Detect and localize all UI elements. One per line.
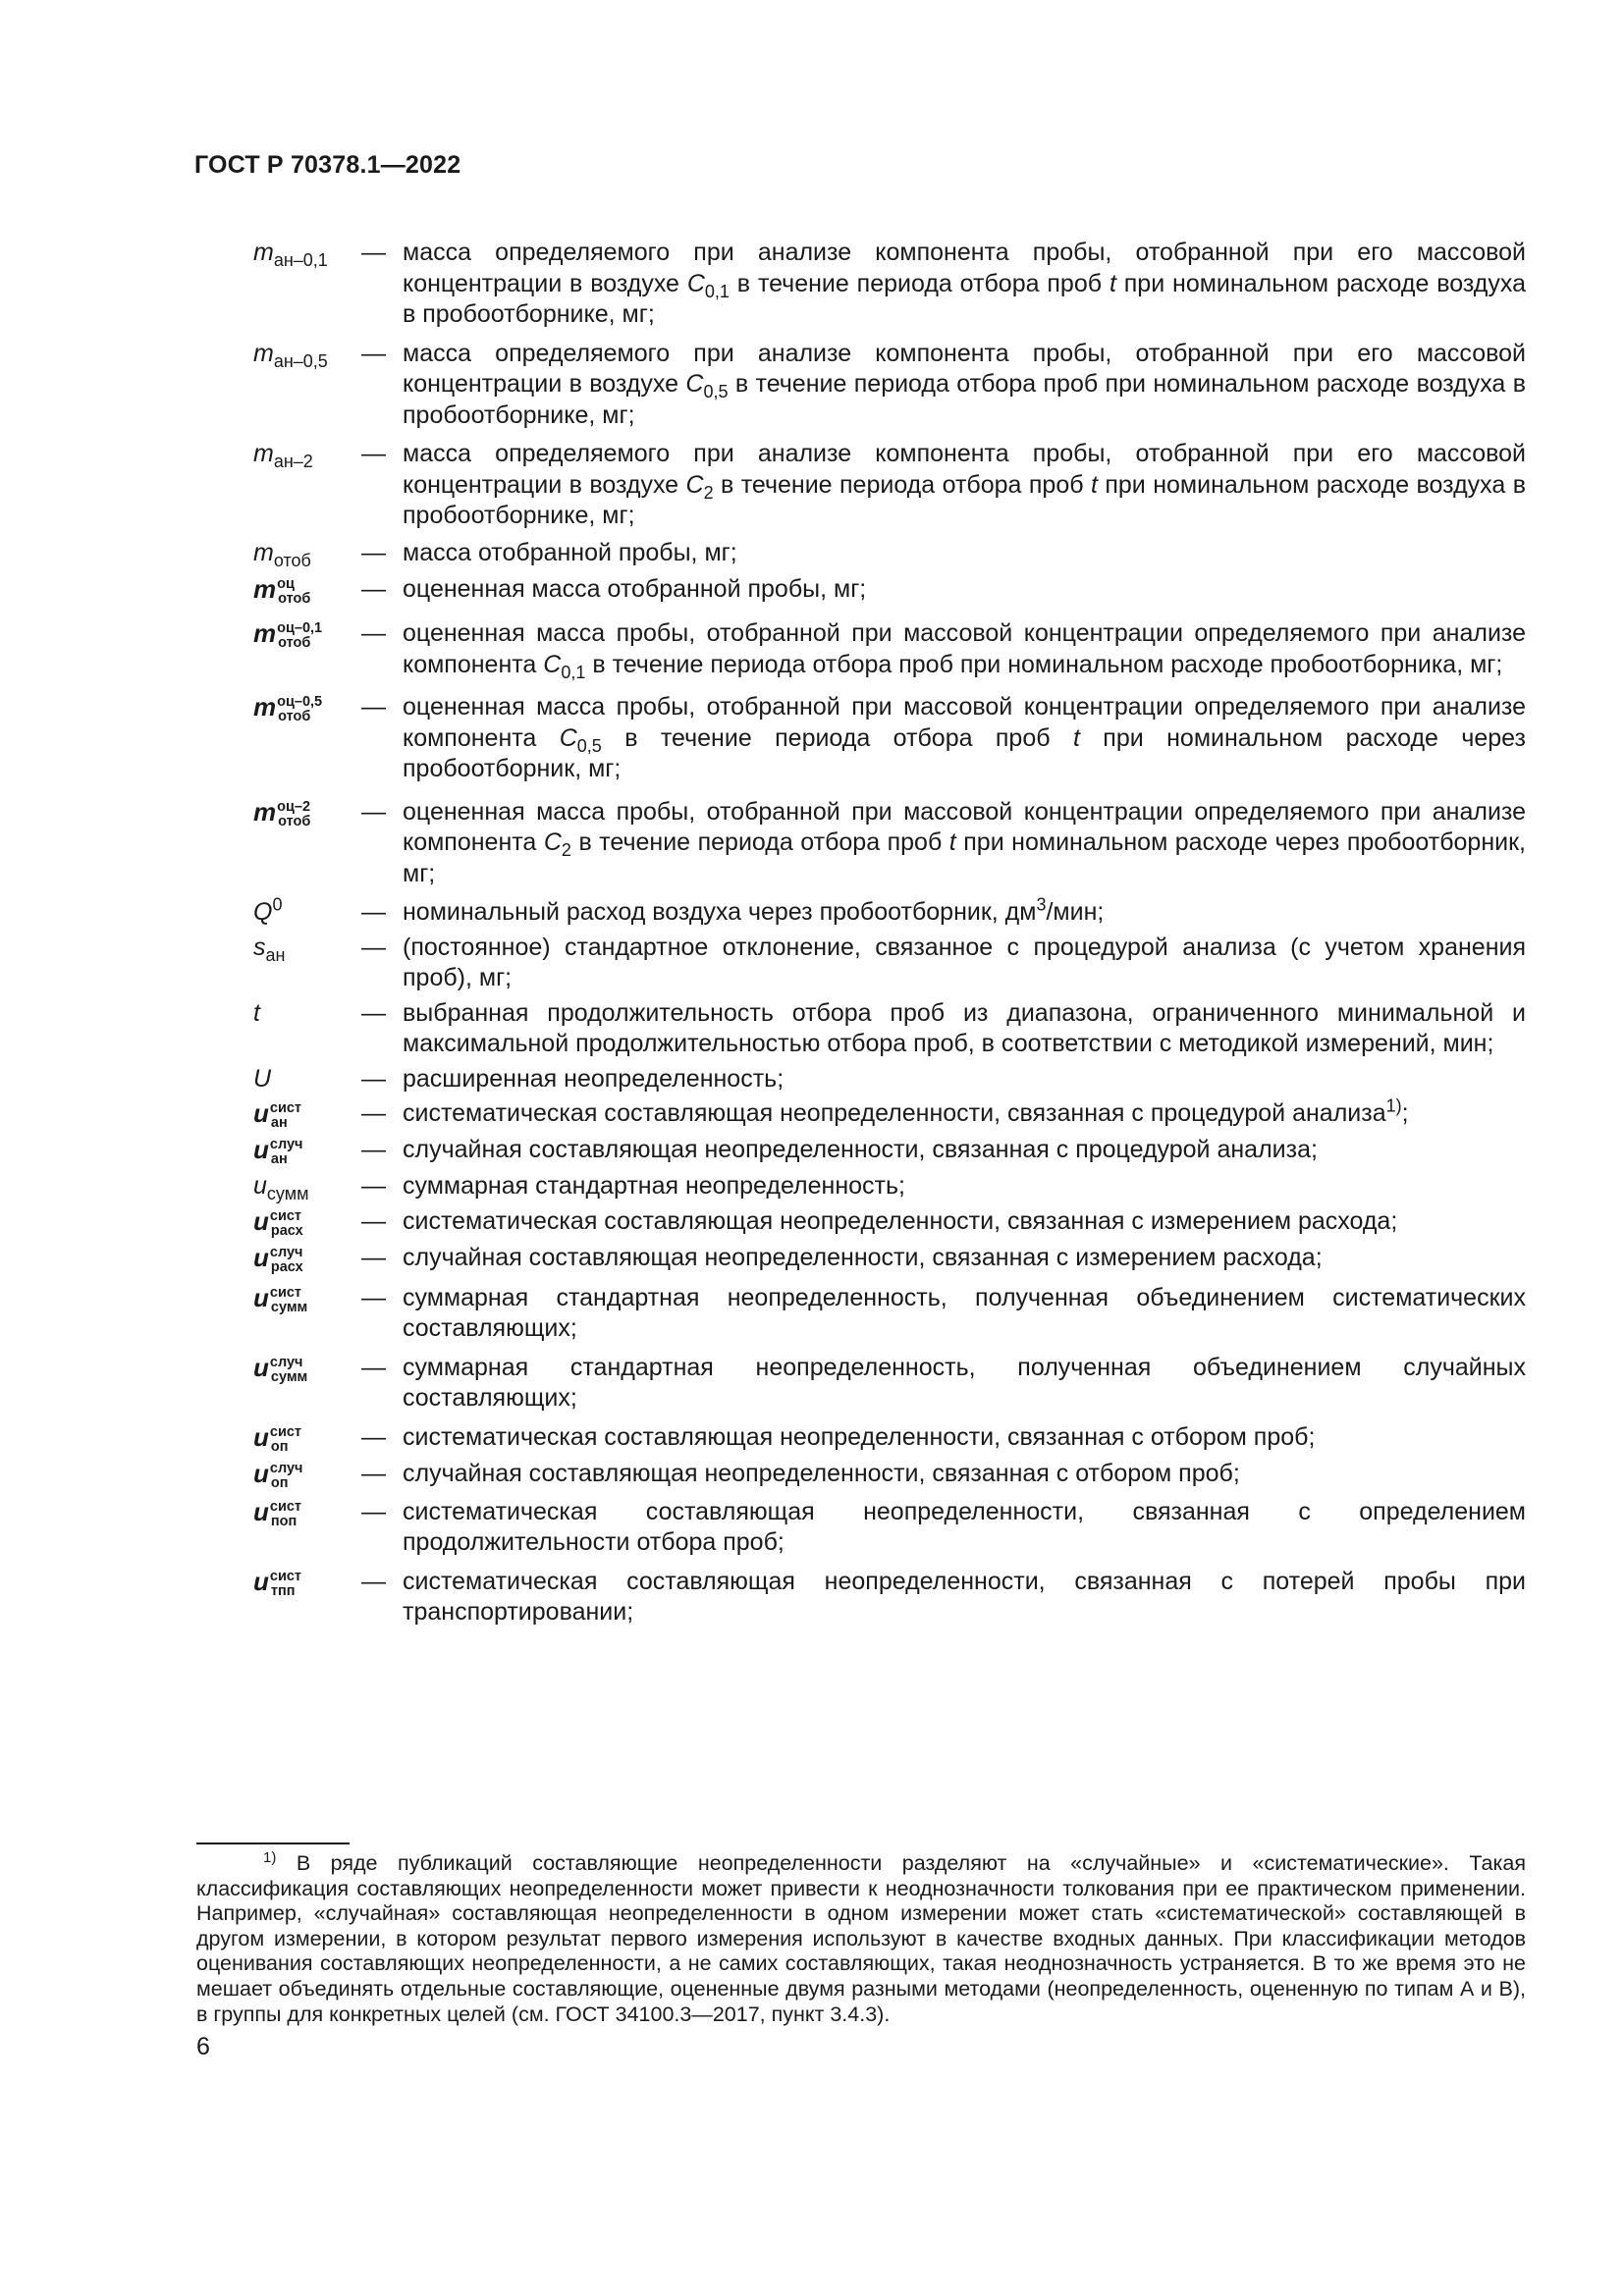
definition-row [253, 618, 1526, 680]
definition-text-part: случайная составляющая неопределенности, связанная с измерением расхода; [403, 1243, 1323, 1271]
definition-dash: — [361, 1172, 386, 1200]
symbol-subscript: отоб [278, 813, 311, 829]
symbol-subscript: ан [270, 1151, 288, 1167]
symbol-subscript: ан–0,1 [273, 250, 328, 270]
definition-dash: — [361, 538, 386, 566]
definition-dash: — [361, 998, 386, 1027]
definition-row [253, 1353, 1526, 1415]
symbol-indices [270, 1246, 303, 1275]
definition-text [403, 238, 1526, 331]
symbol-main: m [253, 692, 277, 721]
definition-row [253, 574, 1526, 607]
definition-row [253, 1567, 1526, 1629]
definition-symbol [253, 1243, 361, 1275]
definition-dash: — [361, 1283, 386, 1311]
definition-row [253, 339, 1526, 432]
definition-row [253, 1243, 1526, 1275]
symbol-superscript: оц [277, 576, 295, 592]
definition-text-part: систематическая составляющая неопределенности, связанная с потерей пробы при транспортировании; [403, 1567, 1526, 1626]
variable-symbol: t [1072, 723, 1080, 752]
definition-text [403, 1283, 1526, 1345]
symbol-subscript: отоб [278, 635, 311, 651]
symbol-subscript: отоб [278, 709, 311, 724]
symbol-stack [253, 1098, 301, 1131]
definition-symbol [253, 618, 361, 651]
definition-symbol [253, 238, 361, 269]
symbol-main: u [253, 1421, 269, 1452]
definition-text-part: масса определяемого при анализе компонента пробы, отобранной при его массовой концентрации в воздухе [403, 239, 1526, 297]
definition-row [253, 1095, 1526, 1131]
definition-dash: — [361, 1353, 386, 1381]
symbol-main: U [253, 1064, 272, 1093]
symbol-stack [253, 1497, 301, 1529]
symbol-subscript: тпп [270, 1582, 296, 1599]
definition-text-part: в течение периода отбора проб при номинальном расходе пробоотборника, мг; [585, 650, 1503, 678]
symbol-stack [253, 1459, 302, 1491]
symbol-main: u [253, 1282, 269, 1312]
definition-text [403, 439, 1526, 532]
variable-symbol: C [685, 370, 704, 398]
definition-text [403, 933, 1526, 994]
symbol-main: u [253, 1098, 269, 1128]
symbol-superscript: сист [269, 1207, 302, 1224]
definition-symbol [253, 1353, 361, 1385]
definition-dash: — [361, 693, 386, 721]
symbol-main: u [253, 1172, 267, 1200]
symbol-subscript: сумм [266, 1184, 309, 1203]
symbol-main: m [253, 339, 274, 367]
definition-dash: — [361, 898, 386, 926]
symbol-main: u [253, 1242, 269, 1272]
symbol-main: m [253, 538, 274, 566]
symbol-main: u [253, 1135, 269, 1164]
definition-text [403, 339, 1526, 432]
symbol-stack [253, 618, 322, 651]
symbol-main: m [253, 440, 274, 467]
definition-text [403, 1095, 1526, 1130]
symbol-superscript: сист [269, 1568, 302, 1584]
definition-dash: — [361, 933, 386, 961]
symbol-main: u [253, 1352, 269, 1382]
symbol-main: u [253, 1566, 269, 1596]
definition-text [403, 797, 1526, 890]
definition-text-part: случайная составляющая неопределенности, связанная с отбором проб; [403, 1459, 1240, 1487]
definition-text [403, 1206, 1526, 1238]
variable-symbol: C [685, 470, 704, 499]
definition-symbol [253, 1135, 361, 1167]
definition-symbol [253, 692, 361, 724]
definition-text-part: расширенная неопределенность; [403, 1064, 785, 1093]
symbol-stack [253, 1206, 303, 1239]
definition-symbol [253, 538, 361, 569]
definition-row [253, 1422, 1526, 1455]
definition-text [403, 894, 1526, 929]
definition-text-part: суммарная стандартная неопределенность, полученная объединением систематических составляющих; [403, 1283, 1526, 1342]
symbol-indices [277, 695, 322, 724]
definition-dash: — [361, 1497, 386, 1525]
symbol-superscript: случ [269, 1460, 303, 1476]
definition-symbol [253, 339, 361, 370]
symbol-subscript: ан [265, 944, 286, 965]
definition-symbol [253, 1567, 361, 1599]
definition-symbol [253, 1459, 361, 1491]
symbol-superscript: оц–0,5 [277, 694, 323, 710]
definition-dash: — [361, 797, 386, 826]
definition-row [253, 933, 1526, 994]
definition-text-part: оцененная масса пробы, отобранной при массовой концентрации определяемого при анализе компонента [403, 693, 1526, 752]
definition-text-part: номинальный расход воздуха через пробоотборник, дм [403, 898, 1037, 926]
variable-subscript: 2 [561, 840, 571, 860]
definition-dash: — [361, 575, 386, 603]
symbol-stack [253, 1567, 301, 1599]
definition-text-part: при номинальном расходе через пробоотборник, мг; [403, 828, 1526, 887]
definition-text-part: масса отобранной пробы, мг; [403, 538, 737, 566]
definition-row [253, 538, 1526, 569]
definition-row [253, 894, 1526, 929]
definition-text-part: в течение периода отбора проб [713, 470, 1091, 499]
variable-symbol: C [543, 650, 562, 678]
definition-text-part: /мин; [1046, 898, 1105, 926]
symbol-superscript: сист [269, 1284, 302, 1301]
symbol-superscript: случ [269, 1244, 303, 1260]
variable-subscript: 0,1 [704, 281, 730, 301]
definition-text [403, 1459, 1526, 1490]
symbol-indices [270, 1462, 303, 1491]
document-header: ГОСТ Р 70378.1—2022 [194, 151, 461, 179]
definition-dash: — [361, 1064, 386, 1093]
symbol-subscript: сумм [270, 1299, 308, 1315]
symbol-stack [253, 1283, 307, 1315]
definition-text-part: оцененная масса отобранной пробы, мг; [403, 575, 867, 603]
symbol-superscript: сист [269, 1100, 302, 1116]
definition-text [403, 1497, 1526, 1559]
footnote [196, 1848, 1526, 2027]
variable-subscript: 2 [703, 482, 714, 503]
symbol-subscript: ан–2 [273, 452, 313, 471]
definition-dash: — [361, 440, 386, 467]
symbol-indices [277, 621, 322, 651]
symbol-subscript: отоб [278, 591, 311, 607]
definition-text [403, 1171, 1526, 1202]
definition-symbol [253, 1064, 361, 1095]
definition-symbol [253, 894, 361, 929]
symbol-subscript: ан–0,5 [273, 350, 328, 371]
definition-row [253, 692, 1526, 785]
footnote-separator [196, 1842, 350, 1844]
variable-symbol: t [1109, 269, 1116, 297]
definition-text-part: оцененная масса пробы, отобранной при массовой концентрации определяемого при анализе компонента [403, 619, 1526, 678]
symbol-superscript: случ [269, 1354, 303, 1370]
definition-text-part: при номинальном расходе воздуха в пробоотборнике, мг; [403, 470, 1526, 529]
symbol-superscript: оц–0,1 [277, 620, 323, 636]
symbol-main: Q [253, 898, 273, 926]
definition-text-part: систематическая составляющая неопределенности, связанная с отбором проб; [403, 1422, 1316, 1451]
definition-dash: — [361, 1206, 386, 1235]
definition-row [253, 439, 1526, 532]
definition-text-part: систематическая составляющая неопределенности, связанная с процедурой анализа [403, 1099, 1386, 1127]
definition-symbol [253, 1422, 361, 1455]
symbol-indices [270, 1500, 301, 1529]
variable-symbol: t [948, 828, 956, 856]
definition-symbol [253, 797, 361, 829]
definition-row [253, 797, 1526, 890]
definition-symbol [253, 933, 361, 964]
symbol-indices [270, 1425, 301, 1455]
symbol-main: m [253, 239, 274, 266]
symbol-superscript: 0 [272, 894, 283, 915]
variable-symbol: t [1090, 470, 1098, 499]
definition-row [253, 1459, 1526, 1491]
symbol-subscript: отоб [273, 550, 311, 570]
definition-text-part: масса определяемого при анализе компонента пробы, отобранной при его массовой концентрации в воздухе [403, 440, 1526, 499]
definition-row [253, 238, 1526, 331]
variable-symbol: C [686, 269, 705, 297]
definition-symbol [253, 1283, 361, 1315]
symbol-indices [270, 1138, 303, 1167]
definition-text-part: случайная составляющая неопределенности, связанная с процедурой анализа; [403, 1136, 1318, 1163]
symbol-indices [270, 1356, 307, 1385]
definition-dash: — [361, 1243, 386, 1271]
symbol-subscript: сумм [270, 1368, 308, 1385]
definition-text-part: в течение периода отбора проб при номинальном расходе воздуха в пробоотборнике, мг; [403, 370, 1526, 429]
definition-text-part: суммарная стандартная неопределенность; [403, 1172, 905, 1200]
definition-text-part: систематическая составляющая неопределенности, связанная с измерением расхода; [403, 1206, 1398, 1235]
symbol-stack [253, 1422, 301, 1455]
definition-text [403, 1243, 1526, 1274]
symbol-main: u [253, 1205, 269, 1236]
definition-text [403, 692, 1526, 785]
symbol-stack [253, 692, 322, 724]
definition-dash: — [361, 1136, 386, 1163]
symbol-main: t [253, 998, 260, 1027]
symbol-main: m [253, 796, 277, 827]
definition-row [253, 1283, 1526, 1345]
definition-text [403, 1567, 1526, 1629]
definition-text [403, 998, 1526, 1060]
definition-text-part: в течение периода отбора проб [601, 723, 1073, 752]
footnote-mark: 1) [263, 1848, 277, 1866]
symbol-main: u [253, 1458, 269, 1488]
definition-symbol [253, 1171, 361, 1202]
definition-dash: — [361, 1099, 386, 1127]
variable-subscript: 0,1 [561, 662, 586, 682]
definition-row [253, 1206, 1526, 1239]
variable-symbol: C [543, 828, 562, 856]
symbol-superscript: сист [269, 1498, 302, 1515]
definition-text-part: ; [1401, 1099, 1409, 1127]
variable-subscript: 0,5 [703, 382, 729, 401]
symbol-main: u [253, 1496, 269, 1526]
symbol-superscript: случ [269, 1137, 303, 1152]
symbol-superscript: оц–2 [277, 798, 311, 815]
symbol-indices [270, 1101, 301, 1131]
symbol-subscript: расх [270, 1222, 303, 1239]
definition-symbol [253, 998, 361, 1030]
symbol-main: m [253, 618, 277, 648]
symbol-indices [270, 1286, 307, 1315]
symbol-subscript: оп [270, 1474, 289, 1491]
definition-symbol [253, 439, 361, 470]
definition-row [253, 1497, 1526, 1559]
symbol-stack [253, 1353, 307, 1385]
symbol-main: m [253, 574, 277, 604]
text-superscript: 3 [1036, 894, 1047, 915]
symbol-indices [277, 800, 310, 829]
definition-dash: — [361, 239, 386, 266]
definition-dash: — [361, 1459, 386, 1487]
definition-text-part: систематическая составляющая неопределенности, связанная с определением продолжительности отбора проб; [403, 1497, 1526, 1556]
symbol-stack [253, 1135, 302, 1167]
symbol-subscript: расх [270, 1258, 303, 1275]
definition-dash: — [361, 1567, 386, 1595]
definition-text [403, 1064, 1526, 1095]
definition-text [403, 538, 1526, 569]
definition-text [403, 1135, 1526, 1166]
definition-row [253, 1064, 1526, 1095]
symbol-subscript: оп [270, 1438, 289, 1455]
definition-text [403, 1422, 1526, 1454]
definitions-list [253, 238, 1526, 1629]
definition-text-part: оцененная масса пробы, отобранной при массовой концентрации определяемого при анализе компонента [403, 797, 1526, 856]
symbol-indices [270, 1570, 301, 1599]
symbol-stack [253, 1243, 303, 1275]
definition-text [403, 574, 1526, 606]
definition-text-part: при номинальном расходе через пробоотборник, мг; [403, 723, 1526, 782]
definition-text-part: в течение периода отбора проб [570, 828, 949, 856]
symbol-stack [253, 797, 310, 829]
definition-dash: — [361, 619, 386, 647]
definition-text-part: при номинальном расходе воздуха в пробоотборнике, мг; [403, 269, 1526, 328]
definition-text-part: суммарная стандартная неопределенность, полученная объединением случайных составляющих; [403, 1353, 1526, 1412]
symbol-main: s [253, 933, 266, 961]
page-number: 6 [196, 2033, 210, 2060]
symbol-stack [253, 574, 310, 607]
text-superscript: 1) [1385, 1095, 1402, 1116]
symbol-superscript: сист [269, 1423, 302, 1440]
definition-dash: — [361, 339, 386, 367]
symbol-subscript: ан [270, 1115, 288, 1131]
definition-text [403, 1353, 1526, 1415]
symbol-indices [270, 1209, 303, 1239]
definition-row [253, 998, 1526, 1060]
footnote-text: В ряде публикаций составляющие неопределенности разделяют на «случайные» и «систематические». Такая классификация составляющих неопределенности может привести к неоднозначности толкования при ее практическом применении. Например, «случайная» составляющая неопределенности в одном измерении может стать «систематической» составляющей в другом измерении, в котором результат первого измерения используют в качестве входных данных. При классификации методов оценивания составляющих неопределенности, а не самих составляющих, такая неоднозначность устраняется. В то же время это не мешает объединять отдельные составляющие, оцененные двумя разными методами (неопределенность, оцененную по типам А и В), в группы для конкретных целей (см. ГОСТ 34100.3—2017, пункт 3.4.3). [196, 1851, 1526, 2026]
definition-symbol [253, 1098, 361, 1131]
definition-text-part: выбранная продолжительность отбора проб из диапазона, ограниченного минимальной и максимальной продолжительностью отбора проб, в соответствии с методикой измерений, мин; [403, 998, 1526, 1057]
symbol-subscript: поп [270, 1513, 298, 1529]
definition-row [253, 1135, 1526, 1167]
definition-dash: — [361, 1422, 386, 1451]
definition-text-part: масса определяемого при анализе компонента пробы, отобранной при его массовой концентрации в воздухе [403, 339, 1526, 398]
definition-text-part: в течение периода отбора проб [729, 269, 1110, 297]
definition-text-part: (постоянное) стандартное отклонение, связанное с процедурой анализа (с учетом хранения проб), мг; [403, 933, 1526, 991]
definition-symbol [253, 1497, 361, 1529]
variable-subscript: 0,5 [576, 735, 602, 756]
variable-symbol: C [559, 723, 577, 752]
definition-text [403, 618, 1526, 680]
definition-symbol [253, 574, 361, 607]
symbol-indices [277, 577, 310, 607]
definition-row [253, 1171, 1526, 1202]
definition-symbol [253, 1206, 361, 1239]
